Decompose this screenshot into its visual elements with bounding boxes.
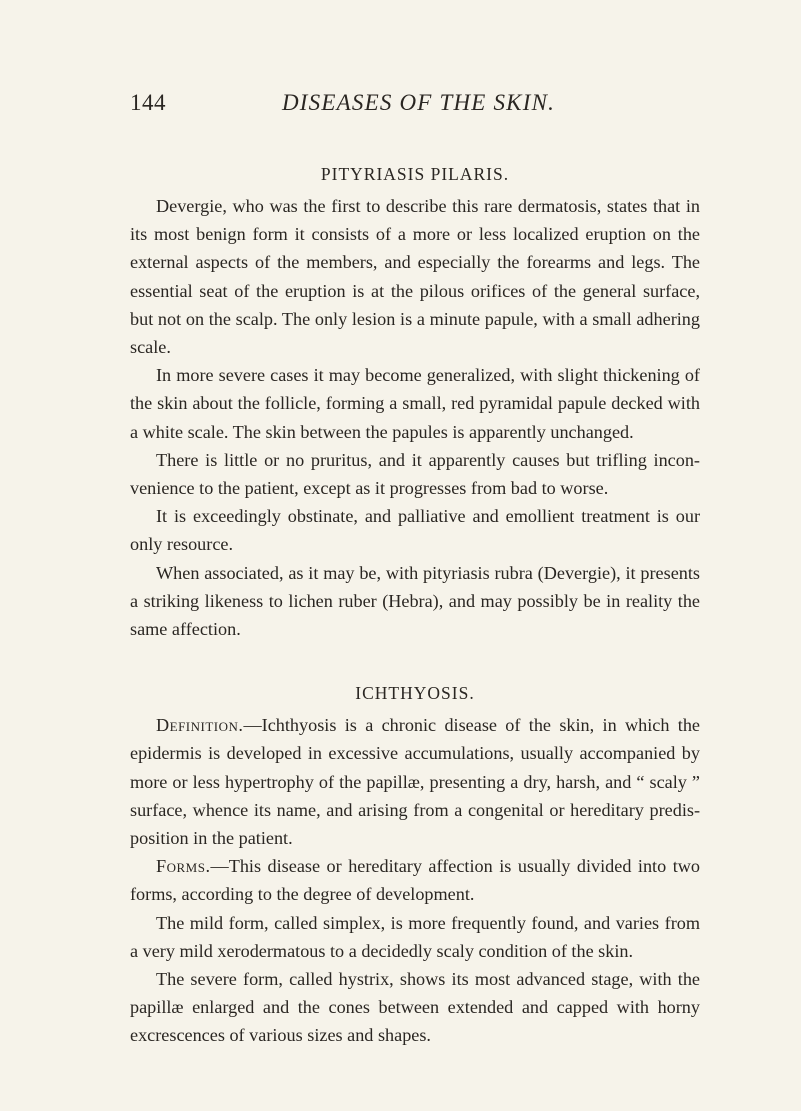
paragraph: The mild form, called simplex, is more frequently found, and varies from a very mild xerodermatous to a decidedly scaly condition of the skin. [130, 912, 700, 961]
paragraph: Devergie, who was the first to describe this rare dermatosis, states that in its most benign form it consists of a more or less localized eruption on the external aspects of the members, and especially the forearms and legs. The essential seat of the eruption is at the pilous orifices of the general surface, but not on the scalp. The only lesion is a minute papule, with a small adhering scale. [130, 196, 700, 358]
section-title-pityriasis-pilaris: PITYRIASIS PILARIS. [320, 164, 510, 184]
paragraph: It is exceedingly obstinate, and palliative and emollient treatment is our only resource. [130, 506, 700, 555]
running-title: DISEASES OF THE SKIN. [282, 90, 556, 115]
paragraph: In more severe cases it may become generalized, with slight thickening of the skin about the follicle, forming a small, red pyramidal papule decked with a white scale. The skin between the papules is apparently unchanged. [130, 365, 700, 442]
definition-text: —Ichthyosis is a chronic disease of the skin, in which the epidermis is developed in excessive accumulations, usually accompanied by more or less hypertrophy of the papillæ, presenting a dry, harsh, and “ scaly ” surface, whence its name, and arising from a congenital or hereditary predis-position in the patient. [130, 715, 700, 849]
paragraph: When associated, as it may be, with pityriasis rubra (Devergie), it presents a striking likeness to lichen ruber (Hebra), and may possibly be in reality the same affection. [130, 562, 700, 640]
forms-paragraph [130, 852, 700, 908]
paragraph: There is little or no pruritus, and it apparently causes but trifling incon-venience to the patient, except as it progresses from bad to worse. [130, 449, 700, 499]
running-header [130, 90, 705, 120]
forms-text: —This disease or hereditary affection is usually divided into two forms, according to the degree of development. [130, 856, 700, 905]
body-text [130, 160, 700, 1050]
paragraph: The severe form, called hystrix, shows its most advanced stage, with the papillæ enlarged and the cones between extended and capped with horny excrescences of various sizes and shapes. [130, 969, 700, 1046]
definition-paragraph [130, 711, 700, 852]
forms-label: Forms. [156, 856, 211, 877]
page-number: 144 [130, 90, 166, 115]
section-title-ichthyosis: ICHTHYOSIS. [355, 683, 475, 704]
definition-label: Definition. [156, 715, 244, 736]
